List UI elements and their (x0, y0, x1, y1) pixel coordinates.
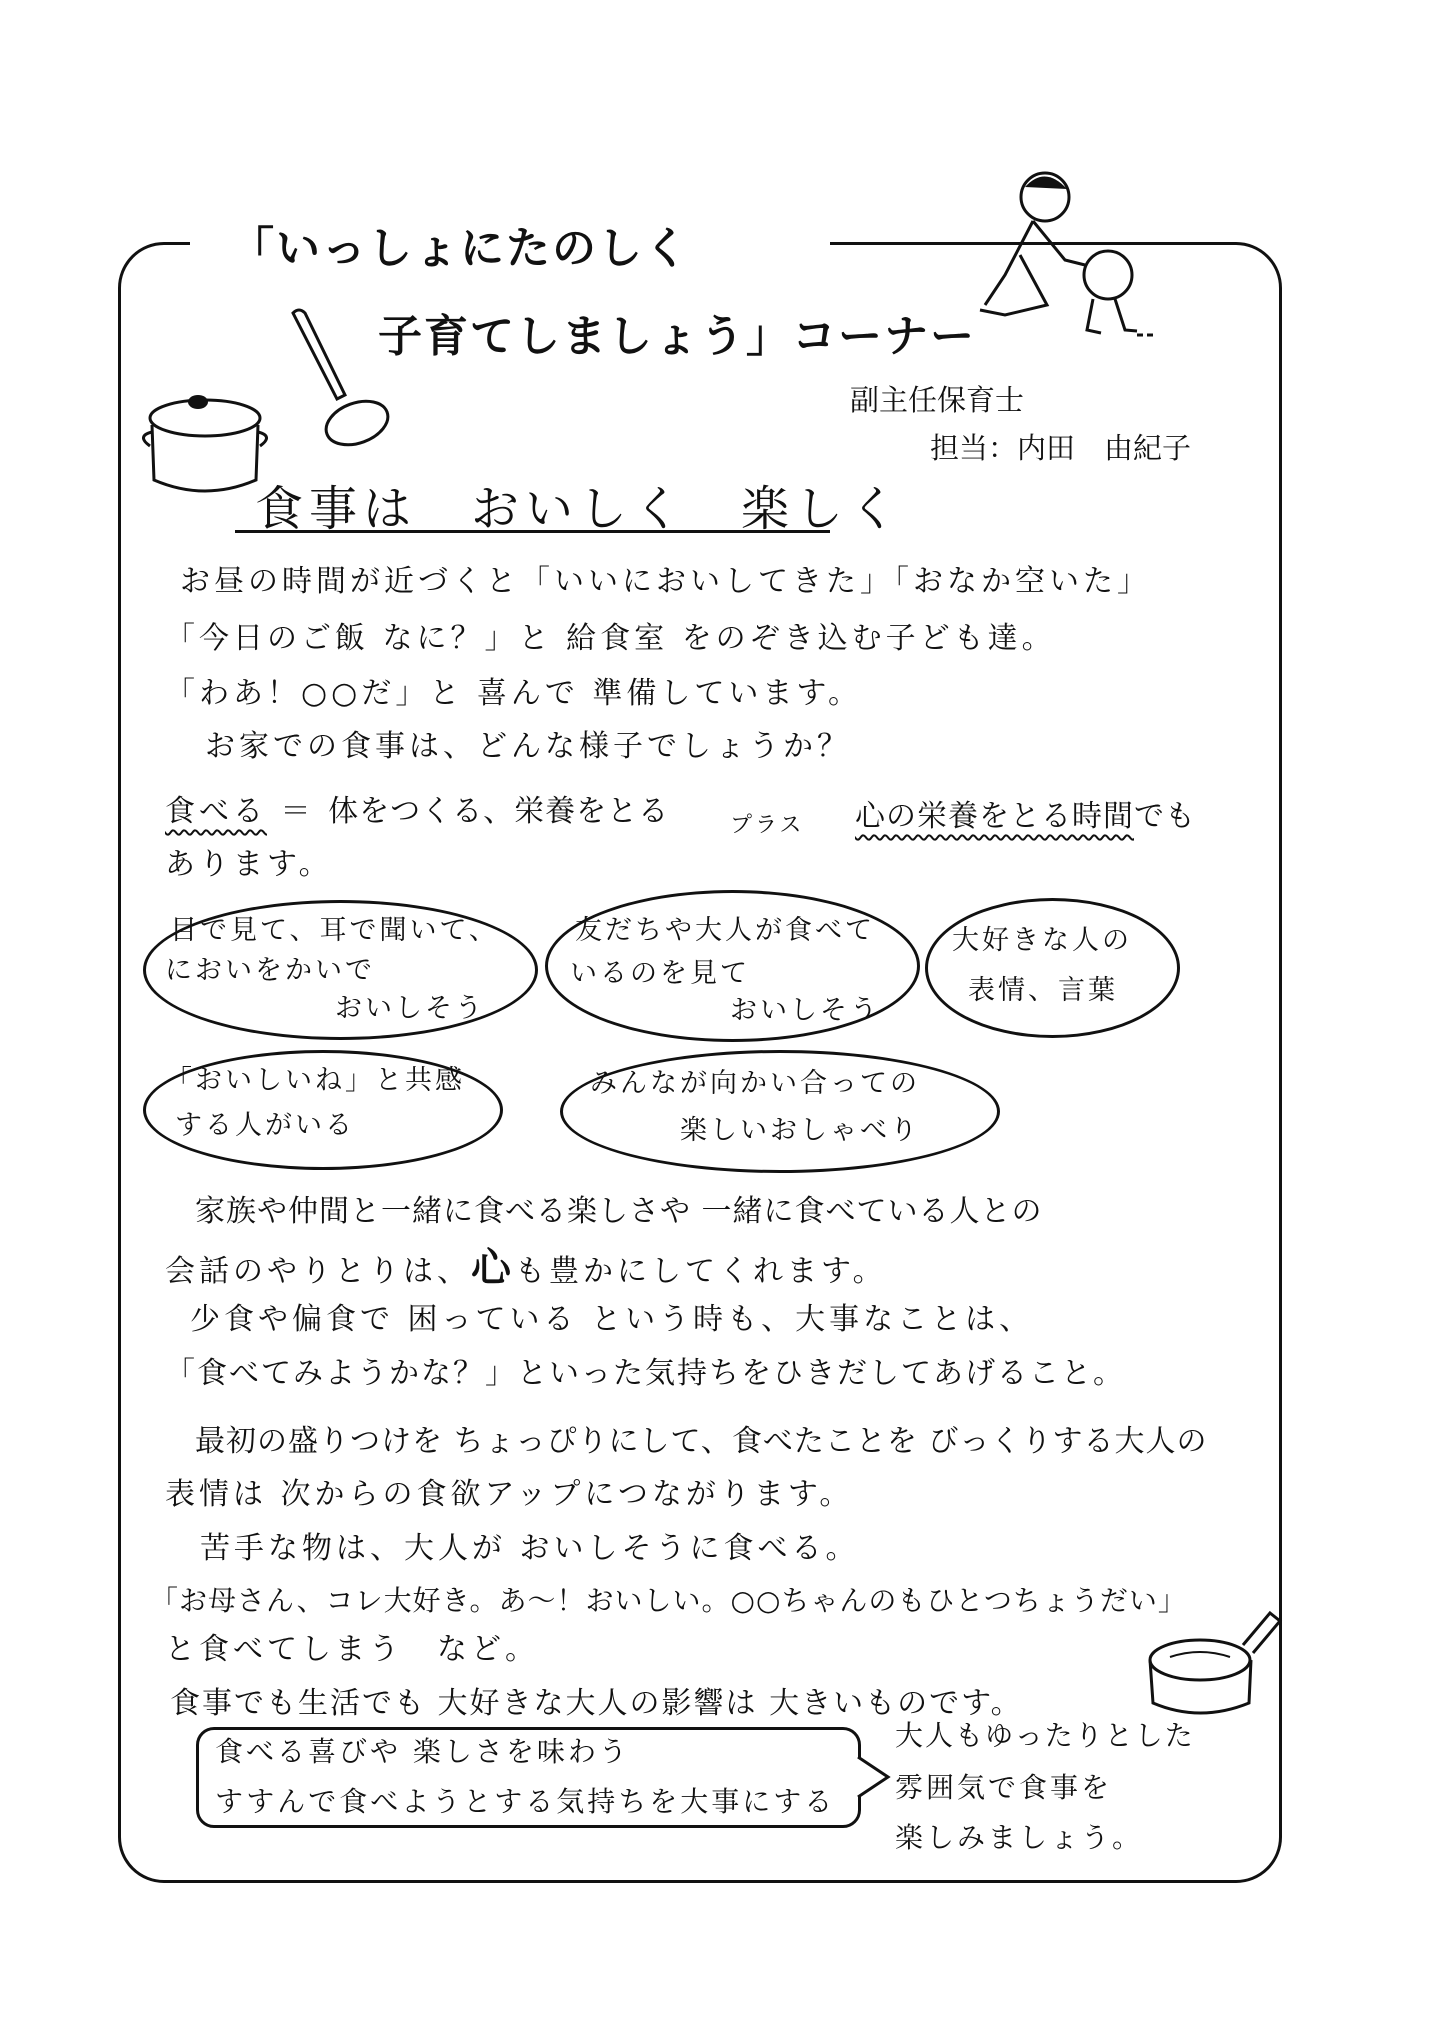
bubble-5-line1: みんなが向かい合っての (590, 1068, 920, 1099)
intro-line-2: 「今日のご飯 なに？」と 給食室 をのぞき込む子ども達。 (165, 621, 1056, 656)
saucepan-illustration (1145, 1605, 1285, 1725)
bubble-1-line3: おいしそう (335, 993, 485, 1024)
staff-name: 担当：内田 由紀子 (930, 431, 1192, 465)
mother-child-illustration (975, 165, 1155, 345)
key-point-2: すすんで食べようとする気持ちを大事にする (215, 1785, 836, 1818)
intro-line-4: お家での食事は、どんな様子でしょうか？ (205, 729, 851, 764)
body-line-2 (165, 1245, 887, 1291)
body-line-1: 家族や仲間と一緒に食べる楽しさや 一緒に食べている人との (195, 1194, 1043, 1229)
eat-word: 食べる (165, 794, 267, 829)
intro-line-3: 「わあ！○○だ」と 喜んで 準備しています。 (165, 676, 863, 711)
equation-line (165, 795, 669, 830)
bubble-3-line2: 表情、言葉 (968, 975, 1118, 1006)
subtitle-underline (235, 530, 830, 533)
body-line-6: 表情は 次からの食欲アップにつながります。 (165, 1477, 854, 1512)
corner-title-line1: 「いっしょにたのしく (230, 223, 690, 274)
body-line-10: 食事でも生活でも 大好きな大人の影響は 大きいものです。 (170, 1686, 1023, 1721)
key-point-1: 食べる喜びや 楽しさを味わう (215, 1735, 630, 1768)
corner-title-line2: 子育てしましょう」コーナー (378, 311, 976, 362)
closing-line-2: 雰囲気で食事を (895, 1771, 1113, 1804)
bubble-2-line3: おいしそう (730, 995, 880, 1026)
bubble-4-line2: する人がいる (175, 1110, 355, 1141)
body-nutrition: 体をつくる、栄養をとる (328, 794, 670, 829)
box-pointer (858, 1727, 898, 1827)
bubble-2-line2: いるのを見て (570, 958, 750, 989)
heart-nutrition-line (855, 800, 1196, 835)
bubble-5-line2: 楽しいおしゃべり (680, 1115, 920, 1146)
ladle-illustration (285, 305, 395, 455)
body-line-8: 「お母さん、コレ大好き。あ～！おいしい。○○ちゃんのもひとつちょうだい」 (150, 1584, 1187, 1617)
body-line-3: 少食や偏食で 困っている という時も、大事なことは、 (190, 1302, 1034, 1337)
bubble-1-line1: 目で見て、耳で聞いて、 (170, 915, 499, 946)
bubble-2-line1: 友だちや大人が食べて (575, 915, 875, 946)
article-subtitle: 食事は おいしく 楽しく (255, 481, 904, 537)
bubble-3-line1: 大好きな人の (952, 925, 1132, 956)
staff-role: 副主任保育士 (850, 383, 1025, 417)
body-line-9: と食べてしまう など。 (165, 1632, 539, 1667)
heart-tail: でも (1134, 799, 1196, 834)
body-line-2c: も豊かにしてくれます。 (515, 1254, 887, 1289)
pot-illustration (140, 380, 270, 510)
body-line-7: 苦手な物は、大人が おいしそうに食べる。 (200, 1531, 860, 1566)
heart-kanji: 心 (471, 1245, 515, 1291)
closing-line-3: 楽しみましょう。 (895, 1821, 1144, 1854)
equals-sign: ＝ (280, 794, 315, 829)
body-line-5: 最初の盛りつけを ちょっぴりにして、食べたことを びっくりする大人の (195, 1424, 1208, 1459)
intro-line-1: お昼の時間が近づくと「いいにおいしてきた」「おなか空いた」 (180, 564, 1151, 599)
body-line-4: 「食べてみようかな？」といった気持ちをひきだしてあげること。 (165, 1356, 1125, 1391)
closing-line-1: 大人もゆったりとした (895, 1719, 1195, 1752)
equation-line-2: あります。 (165, 847, 333, 882)
plus-label: プラス (730, 813, 805, 838)
heart-nutrition: 心の栄養をとる時間 (855, 799, 1134, 834)
bubble-4-line1: 「おいしいね」と共感 (165, 1065, 465, 1096)
body-line-2a: 会話のやりとりは、 (165, 1254, 471, 1289)
bubble-favorite-person (925, 898, 1180, 1038)
bubble-1-line2: においをかいで (165, 955, 375, 986)
